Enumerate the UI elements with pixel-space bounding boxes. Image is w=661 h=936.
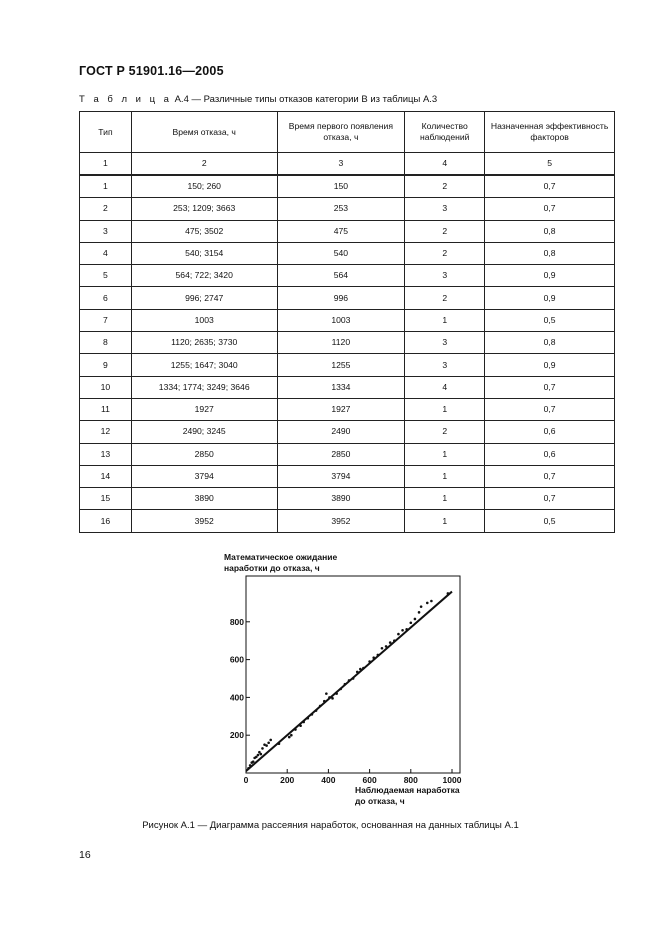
cell-effectiveness: 0,7: [485, 465, 615, 487]
cell-effectiveness: 0,7: [485, 175, 615, 198]
data-point: [252, 760, 255, 763]
data-point: [359, 668, 362, 671]
y-tick-label: 200: [229, 730, 244, 741]
cell-count: 2: [405, 242, 485, 264]
y-axis-label-line: наработки до отказа, ч: [224, 563, 320, 573]
data-point: [447, 592, 450, 595]
data-point: [339, 688, 342, 691]
cell-count: 1: [405, 309, 485, 331]
cell-first-time: 475: [277, 220, 405, 242]
cell-effectiveness: 0,5: [485, 309, 615, 331]
y-axis-label: [224, 552, 337, 573]
scatter-chart-container: [220, 548, 480, 810]
table-row: [80, 220, 615, 242]
cell-type: 8: [80, 332, 132, 354]
table-row: [80, 421, 615, 443]
x-axis-label-line: до отказа, ч: [355, 796, 405, 806]
data-point: [247, 767, 250, 770]
x-axis-label-line: Наблюдаемая наработка: [355, 785, 460, 795]
cell-effectiveness: 0,7: [485, 198, 615, 220]
cell-type: 12: [80, 421, 132, 443]
cell-failure-time: 540; 3154: [131, 242, 277, 264]
data-point: [331, 697, 334, 700]
data-point: [389, 641, 392, 644]
data-point: [290, 734, 293, 737]
cell-count: 3: [405, 265, 485, 287]
data-point: [323, 700, 326, 703]
cell-first-time: 564: [277, 265, 405, 287]
axis-ticks: [230, 617, 462, 785]
cell-type: 13: [80, 443, 132, 465]
cell-failure-time: 1120; 2635; 3730: [131, 332, 277, 354]
page-number: 16: [79, 849, 91, 861]
table-row: [80, 510, 615, 532]
cell-effectiveness: 0,5: [485, 510, 615, 532]
data-point: [426, 602, 429, 605]
data-point: [362, 667, 365, 670]
y-tick-label: 600: [229, 654, 244, 665]
table-row: [80, 465, 615, 487]
data-point: [356, 671, 359, 674]
failure-types-table: [79, 111, 615, 533]
cell-effectiveness: 0,7: [485, 488, 615, 510]
table-row: [80, 265, 615, 287]
cell-type: 4: [80, 242, 132, 264]
data-point: [307, 717, 310, 720]
cell-type: 3: [80, 220, 132, 242]
cell-effectiveness: 0,8: [485, 220, 615, 242]
data-point: [418, 611, 421, 614]
cell-failure-time: 475; 3502: [131, 220, 277, 242]
cell-first-time: 1255: [277, 354, 405, 376]
data-point: [352, 677, 355, 680]
cell-failure-time: 2490; 3245: [131, 421, 277, 443]
standard-header: ГОСТ Р 51901.16—2005: [79, 64, 224, 78]
data-point: [344, 683, 347, 686]
table-header-row: [80, 112, 615, 153]
x-tick-label: 400: [321, 775, 336, 785]
data-point: [420, 605, 423, 608]
table-column-number-row: [80, 153, 615, 176]
cell-count: 1: [405, 488, 485, 510]
table-row: [80, 242, 615, 264]
data-point: [393, 639, 396, 642]
x-tick-label: 800: [403, 775, 418, 785]
data-point: [368, 660, 371, 663]
cell-effectiveness: 0,8: [485, 242, 615, 264]
table-row: [80, 175, 615, 198]
cell-count: 3: [405, 354, 485, 376]
data-point: [299, 724, 302, 727]
cell-type: 15: [80, 488, 132, 510]
cell-first-time: 150: [277, 175, 405, 198]
data-point: [257, 754, 260, 757]
header-failure-time: Время отказа, ч: [131, 112, 277, 153]
cell-count: 1: [405, 510, 485, 532]
cell-type: 16: [80, 510, 132, 532]
cell-count: 1: [405, 465, 485, 487]
header-assigned-effectiveness: Назначенная эффективность факторов: [485, 112, 615, 153]
cell-effectiveness: 0,9: [485, 287, 615, 309]
table-row: [80, 376, 615, 398]
cell-first-time: 2490: [277, 421, 405, 443]
figure-caption: Рисунок А.1 — Диаграмма рассеяния наработок, основанная на данных таблицы А.1: [142, 820, 519, 831]
data-point: [405, 628, 408, 631]
data-point: [381, 647, 384, 650]
cell-effectiveness: 0,9: [485, 354, 615, 376]
data-point: [267, 741, 270, 744]
data-point: [410, 621, 413, 624]
scatter-chart: [220, 548, 480, 810]
cell-failure-time: 996; 2747: [131, 287, 277, 309]
table-row: [80, 309, 615, 331]
data-point: [377, 654, 380, 657]
y-tick-label: 800: [229, 616, 244, 627]
cell-first-time: 996: [277, 287, 405, 309]
data-point: [261, 747, 264, 750]
cell-failure-time: 2850: [131, 443, 277, 465]
cell-count: 3: [405, 332, 485, 354]
cell-type: 9: [80, 354, 132, 376]
cell-first-time: 1003: [277, 309, 405, 331]
x-axis-label: [355, 785, 460, 806]
table-row: [80, 287, 615, 309]
data-point: [315, 709, 318, 712]
column-number: 4: [405, 153, 485, 176]
cell-failure-time: 1255; 1647; 3040: [131, 354, 277, 376]
data-point: [397, 633, 400, 636]
data-point: [385, 645, 388, 648]
cell-type: 7: [80, 309, 132, 331]
cell-first-time: 1927: [277, 398, 405, 420]
x-tick-label: 200: [280, 775, 295, 785]
table-row: [80, 488, 615, 510]
cell-failure-time: 150; 260: [131, 175, 277, 198]
data-point: [401, 629, 404, 632]
data-point: [278, 742, 281, 745]
cell-effectiveness: 0,8: [485, 332, 615, 354]
cell-failure-time: 253; 1209; 3663: [131, 198, 277, 220]
cell-count: 1: [405, 443, 485, 465]
data-point: [249, 764, 252, 767]
header-first-failure-time: Время первого появления отказа, ч: [277, 112, 405, 153]
cell-first-time: 2850: [277, 443, 405, 465]
column-number: 5: [485, 153, 615, 176]
x-tick-label: 0: [243, 775, 249, 785]
cell-type: 14: [80, 465, 132, 487]
data-point: [325, 692, 328, 695]
table-row: [80, 332, 615, 354]
y-axis-label-line: Математическое ожидание: [224, 552, 338, 562]
data-point: [328, 696, 331, 699]
cell-failure-time: 1927: [131, 398, 277, 420]
cell-failure-time: 3794: [131, 465, 277, 487]
data-point: [414, 618, 417, 621]
data-point: [335, 692, 338, 695]
data-point: [294, 728, 297, 731]
data-point: [288, 736, 291, 739]
cell-failure-time: 3952: [131, 510, 277, 532]
x-tick-label: 1000: [442, 775, 462, 785]
cell-count: 2: [405, 175, 485, 198]
column-number: 1: [80, 153, 132, 176]
cell-first-time: 3794: [277, 465, 405, 487]
cell-first-time: 3952: [277, 510, 405, 532]
cell-failure-time: 1003: [131, 309, 277, 331]
cell-failure-time: 564; 722; 3420: [131, 265, 277, 287]
header-observation-count: Количество наблюдений: [405, 112, 485, 153]
cell-effectiveness: 0,7: [485, 398, 615, 420]
table-row: [80, 443, 615, 465]
table-row: [80, 354, 615, 376]
data-point: [348, 679, 351, 682]
data-point: [319, 705, 322, 708]
cell-effectiveness: 0,6: [485, 421, 615, 443]
cell-count: 2: [405, 287, 485, 309]
cell-type: 10: [80, 376, 132, 398]
data-point: [302, 721, 305, 724]
table-row: [80, 398, 615, 420]
cell-type: 6: [80, 287, 132, 309]
cell-first-time: 3890: [277, 488, 405, 510]
cell-effectiveness: 0,9: [485, 265, 615, 287]
cell-type: 2: [80, 198, 132, 220]
cell-type: 5: [80, 265, 132, 287]
cell-failure-time: 3890: [131, 488, 277, 510]
table-caption-word: Т а б л и ц а: [79, 94, 172, 105]
data-point: [311, 713, 314, 716]
cell-first-time: 253: [277, 198, 405, 220]
column-number: 2: [131, 153, 277, 176]
cell-count: 2: [405, 220, 485, 242]
table-caption-text: А.4 — Различные типы отказов категории B из таблицы А.3: [171, 94, 438, 105]
x-tick-label: 600: [362, 775, 377, 785]
cell-failure-time: 1334; 1774; 3249; 3646: [131, 376, 277, 398]
data-point: [372, 656, 375, 659]
y-tick-label: 400: [229, 692, 244, 703]
table-row: [80, 198, 615, 220]
cell-count: 4: [405, 376, 485, 398]
cell-count: 2: [405, 421, 485, 443]
cell-effectiveness: 0,7: [485, 376, 615, 398]
table-caption: [79, 94, 437, 105]
column-number: 3: [277, 153, 405, 176]
data-point: [260, 753, 263, 756]
cell-first-time: 540: [277, 242, 405, 264]
data-point: [265, 744, 268, 747]
cell-first-time: 1334: [277, 376, 405, 398]
cell-count: 1: [405, 398, 485, 420]
cell-type: 1: [80, 175, 132, 198]
data-point: [269, 739, 272, 742]
cell-first-time: 1120: [277, 332, 405, 354]
cell-count: 3: [405, 198, 485, 220]
cell-type: 11: [80, 398, 132, 420]
data-point: [430, 600, 433, 603]
cell-effectiveness: 0,6: [485, 443, 615, 465]
header-type: Тип: [80, 112, 132, 153]
